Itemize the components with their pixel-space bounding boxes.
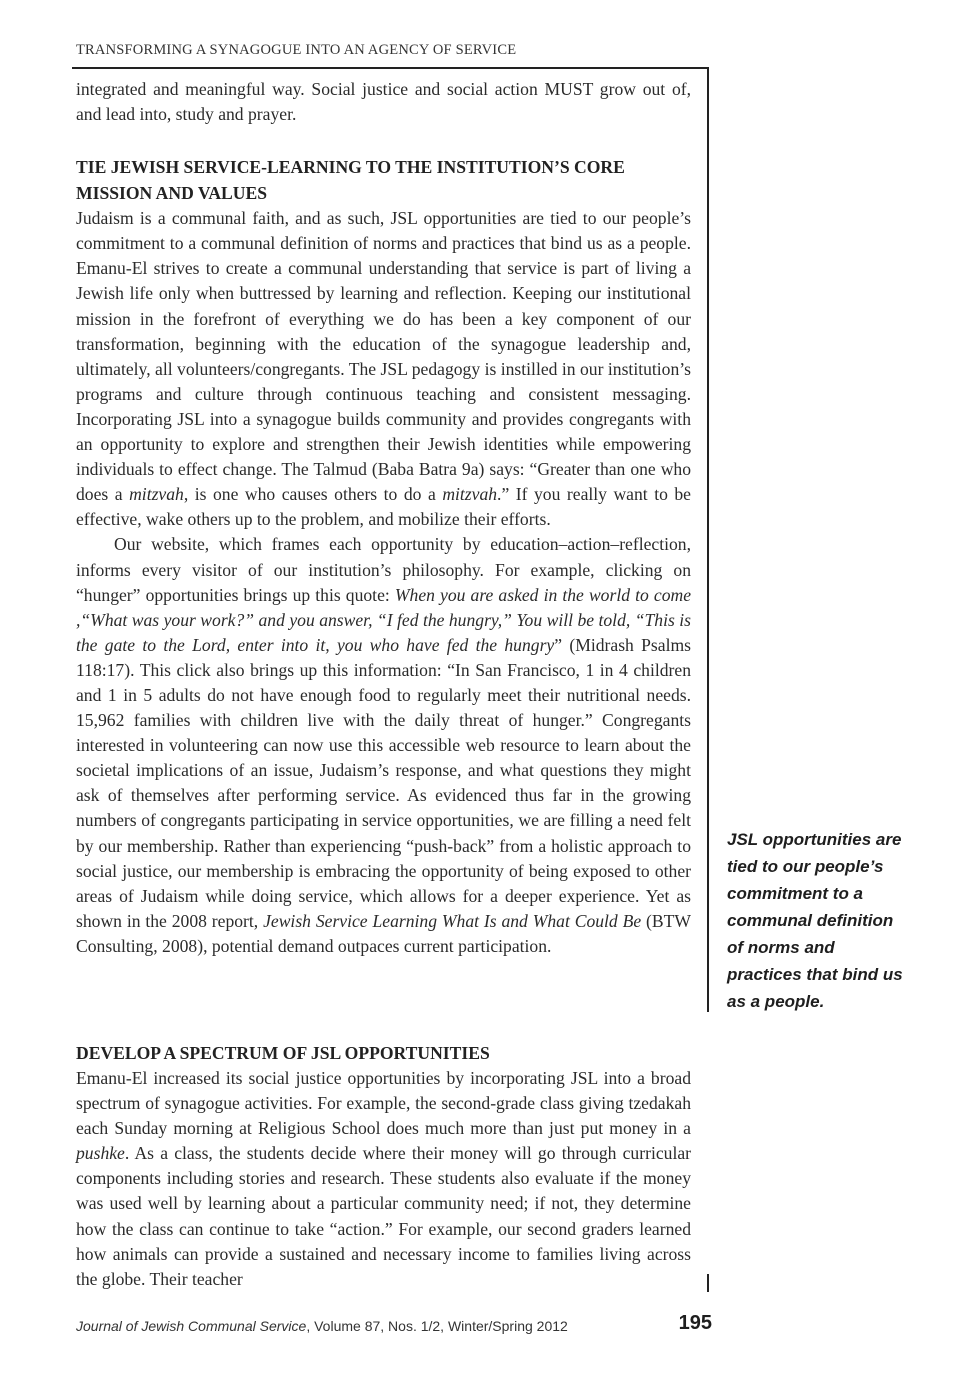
intro-paragraph: integrated and meaningful way. Social justice and social action MUST grow out of, and lead into, study and prayer.	[76, 79, 691, 125]
italic-term: pushke	[76, 1143, 125, 1164]
running-head: TRANSFORMING A SYNAGOGUE INTO AN AGENCY OF SERVICE	[76, 42, 517, 58]
italic-term: mitzvah	[129, 484, 184, 505]
section-heading-core-mission: TIE JEWISH SERVICE-LEARNING TO THE INSTITUTION’S CORE MISSION AND VALUES	[76, 157, 625, 204]
text-run: (BTW Consulting, 2008), potential demand outpaces current participation.	[76, 910, 691, 956]
section2-paragraph-1	[76, 1066, 691, 1292]
section1-paragraph-2	[76, 532, 691, 959]
text-run: Our website, which frames each opportunity by education–action–reflection, informs every visitor of our institution’s philosophy. For example, clicking on “hunger” opportunities brings up this quote:	[76, 534, 691, 605]
text-run: . As a class, the students decide where their money will go through curricular components including stories and research. These students also evaluate if the money was used well by learning about a particular community need; if not, they determine how the class can continue to take “action.” For example, our second graders learned how animals can provide a sustained and necessary income to families living across the globe. Their teacher	[76, 1143, 691, 1289]
report-title: Jewish Service Learning What Is and What Could Be	[263, 910, 642, 931]
page-number: 195	[678, 1312, 712, 1334]
column-rule-lower	[707, 1274, 709, 1292]
journal-issue: , Volume 87, Nos. 1/2, Winter/Spring 2012	[306, 1318, 568, 1334]
pull-quote: JSL opportunities are tied to our people’s commitment to a communal definition of norms and practices that bind us as a people.	[727, 830, 903, 1011]
italic-term: mitzvah	[442, 484, 498, 505]
section-heading-spectrum: DEVELOP A SPECTRUM OF JSL OPPORTUNITIES	[76, 1043, 490, 1063]
text-run: , is one who causes others to do a	[183, 484, 443, 505]
main-column	[76, 77, 691, 959]
text-run: Judaism is a communal faith, and as such, JSL opportunities are tied to our people’s commitment to a communal definition of norms and practices that bind us as a people. Emanu-El strives to create a communal understanding that service is part of living a Jewish life only when buttressed by learning and reflection. Keeping our institutional mission in the forefront of everything we do has been a key component of our transformation, beginning with the education of the synagogue leadership and, ultimately, all volunteers/congregants. The JSL pedagogy is instilled in our institution’s programs and culture through continuous teaching and consistent messaging. Incorporating JSL into a synagogue builds community and provides congregants with an opportunity to explore and strengthen their Jewish identities while empowering individuals to effect change. The Talmud (Baba Batra 9a) says: “Greater than one who does a	[76, 208, 691, 505]
text-run: Emanu-El increased its social justice opportunities by incorporating JSL into a broad spectrum of synagogue activities. For example, the second-grade class giving tzedakah each Sunday morning at Religious School does much more than just put money in a	[76, 1068, 691, 1139]
header-rule	[72, 67, 708, 69]
page-footer	[76, 1312, 712, 1342]
section2	[76, 1040, 691, 1292]
journal-title: Journal of Jewish Communal Service	[76, 1318, 307, 1334]
text-run: .” If you really want to be effective, wake others up to the problem, and mobilize their efforts.	[76, 484, 691, 530]
column-rule-upper	[707, 67, 709, 1012]
text-run: ” (Midrash Psalms 118:17). This click also brings up this information: “In San Francisco, 1 in 4 children and 1 in 5 adults do not have enough food to regularly meet their nutritional needs. 15,962 families with children live with the daily threat of hunger.” Congregants interested in volunteering can now use this accessible web resource to learn about the societal implications of an issue, Judaism’s response, and what questions they might ask of themselves after performing service. As evidenced thus far in the growing numbers of congregants participating in service opportunities, we are filling a need felt by our membership. Rather than experiencing “push-back” from a holistic approach to social justice, our membership is embracing the opportunity of being exposed to other areas of Judaism while doing service, which allows for a deeper experience. Yet as shown in the 2008 report,	[76, 634, 691, 931]
midrash-quote: When you are asked in the world to come ,“What was your work?” and you answer, “I fed the hungry,” You will be told, “This is the gate to the Lord, enter into it, you who have fed the hungry	[76, 584, 692, 655]
section1-paragraph-1	[76, 206, 691, 532]
